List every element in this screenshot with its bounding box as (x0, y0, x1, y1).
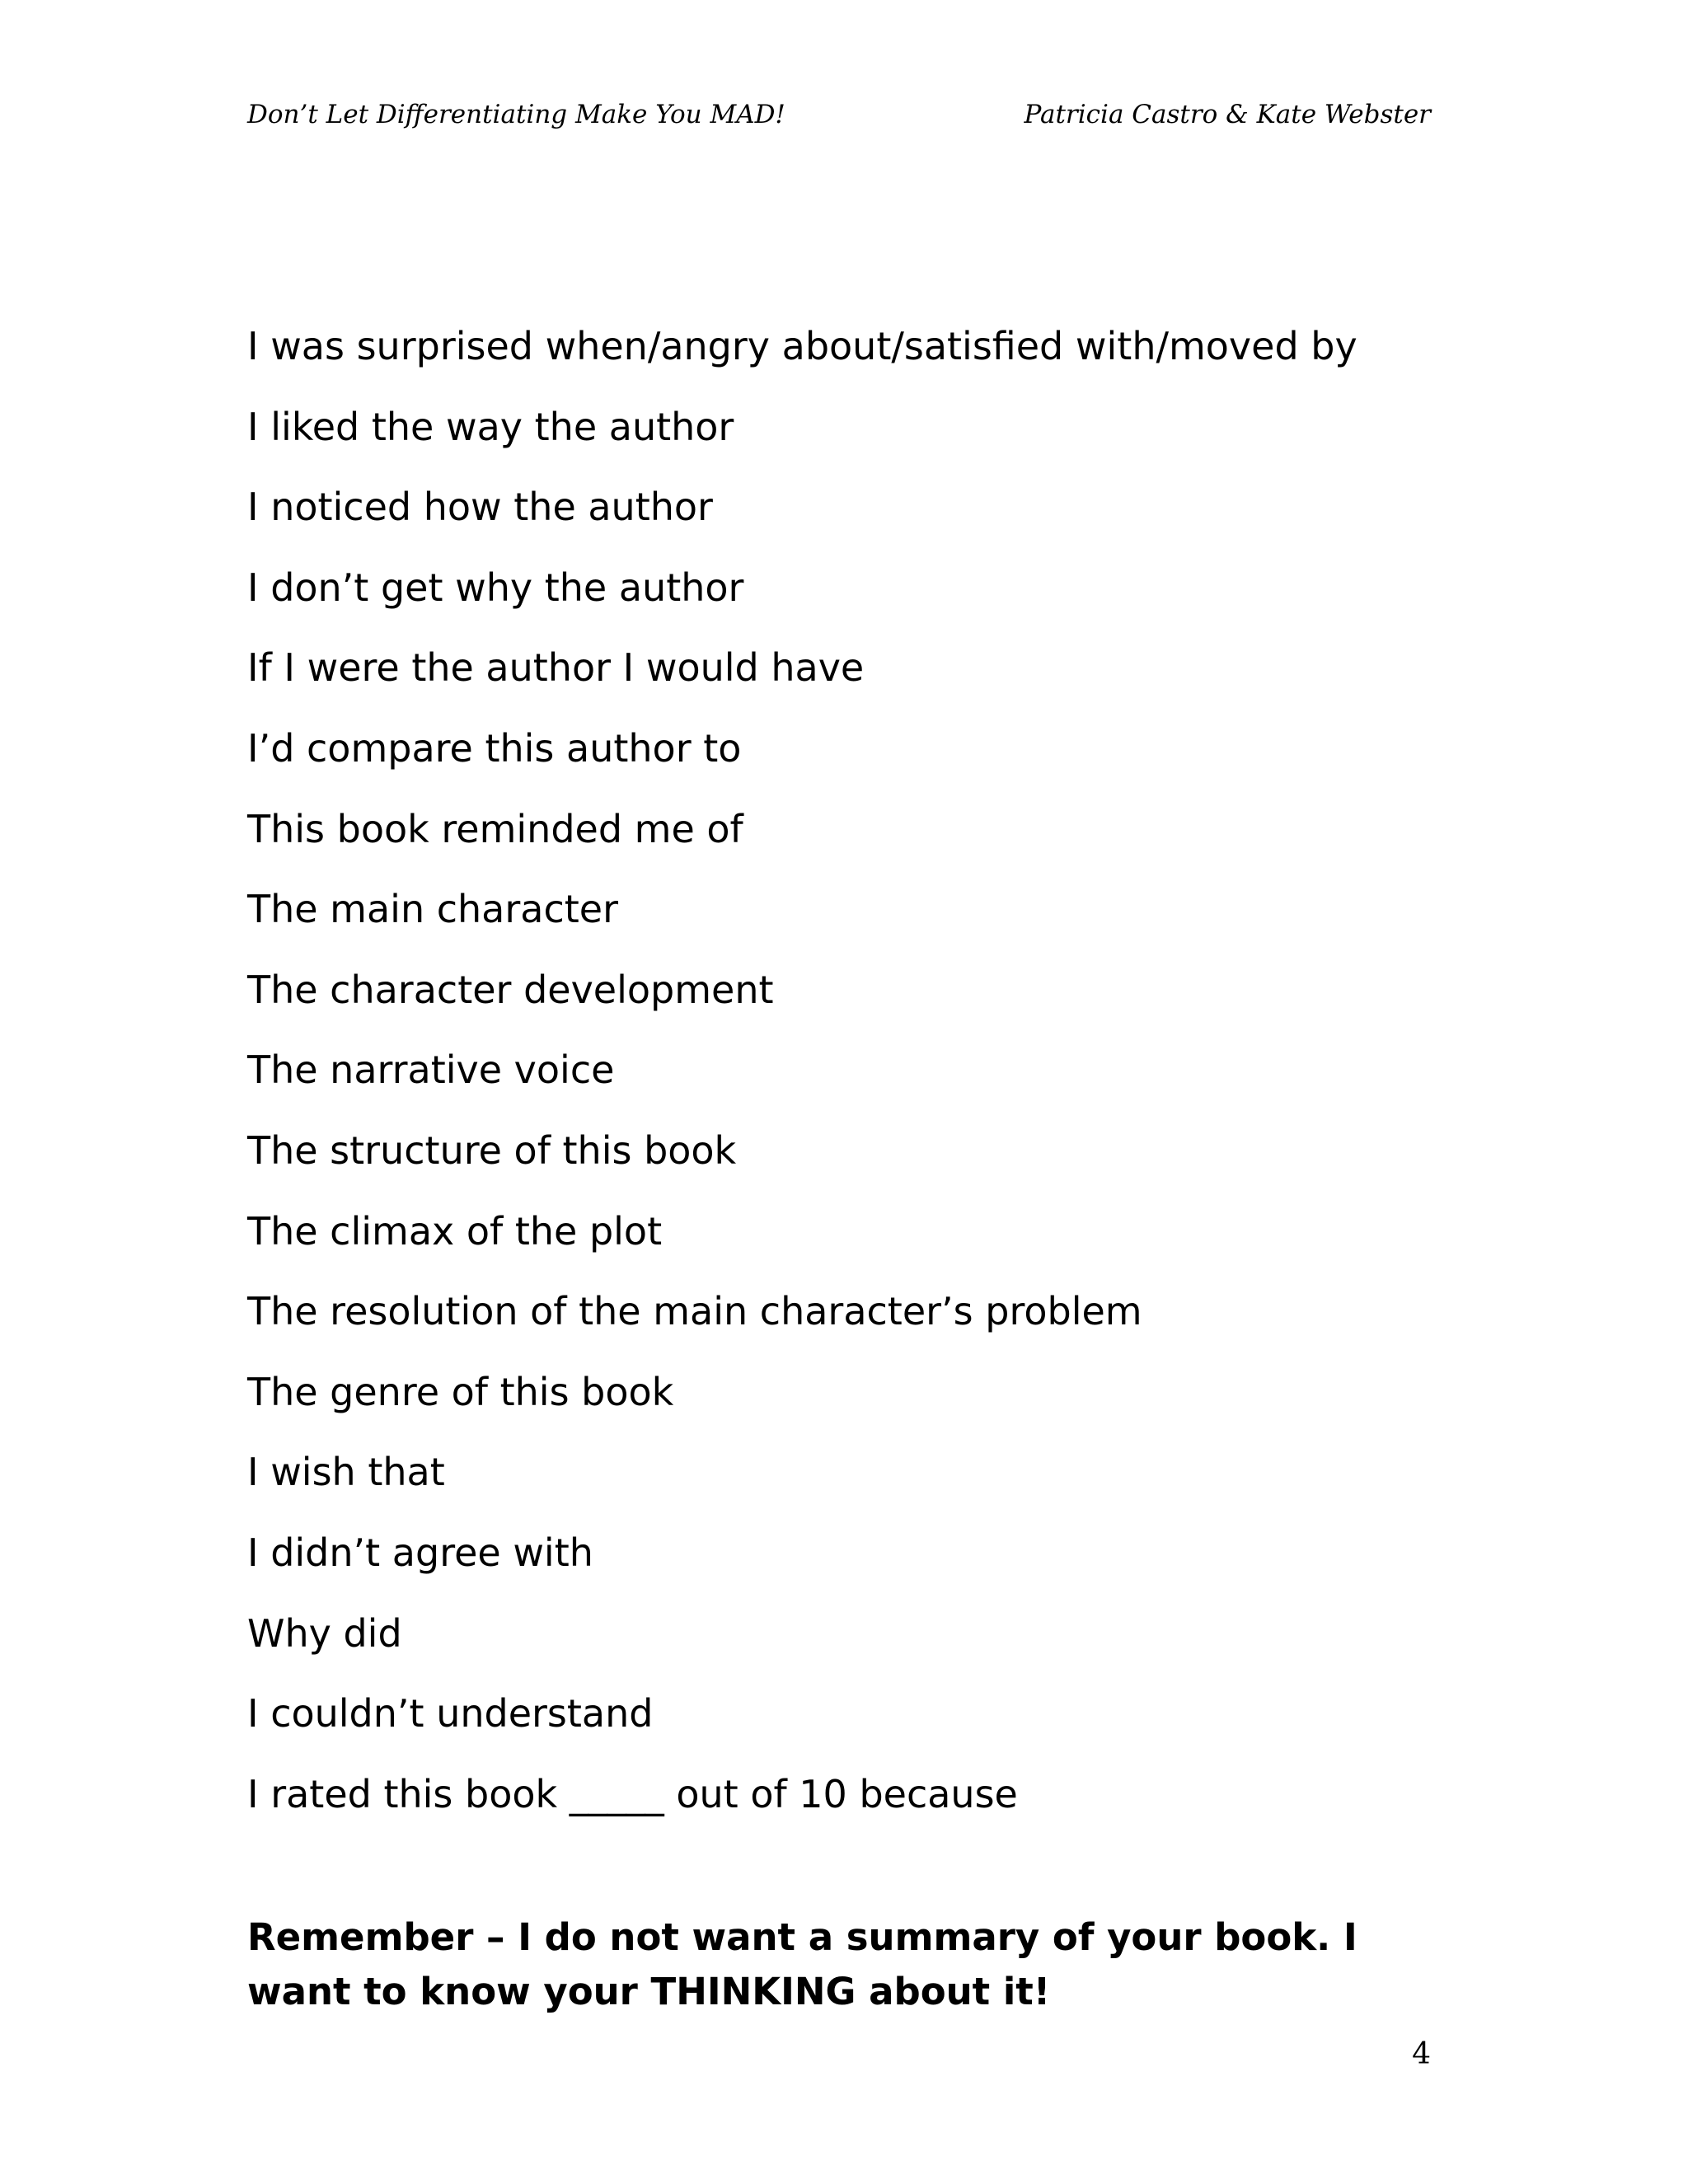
header-title: Don’t Let Differentiating Make You MAD! (247, 100, 785, 129)
list-item: If I were the author I would have (247, 645, 865, 691)
page-header (247, 94, 1431, 135)
list-item: The climax of the plot (247, 1208, 663, 1254)
list-item: The narrative voice (247, 1047, 615, 1093)
list-item: The resolution of the main character’s problem (247, 1289, 1142, 1334)
list-item: The character development (247, 967, 774, 1012)
header-authors: Patricia Castro & Kate Webster (1024, 100, 1431, 129)
sentence-starter-list (247, 307, 1357, 1835)
list-item: I rated this book _____ out of 10 because (247, 1771, 1018, 1816)
list-item: The structure of this book (247, 1127, 737, 1173)
list-item: The genre of this book (247, 1369, 674, 1414)
list-item: The main character (247, 887, 619, 932)
list-item: I liked the way the author (247, 404, 734, 449)
list-item: I couldn’t understand (247, 1691, 654, 1736)
list-item: I don’t get why the author (247, 565, 744, 610)
page-number: 4 (1412, 2037, 1431, 2071)
list-item: I’d compare this author to (247, 725, 742, 771)
list-item: Why did (247, 1610, 402, 1656)
list-item: I noticed how the author (247, 485, 713, 530)
list-item: This book reminded me of (247, 806, 743, 851)
list-item: I wish that (247, 1450, 445, 1495)
list-item: I was surprised when/angry about/satisfied with/moved by (247, 324, 1357, 368)
reminder-note: Remember – I do not want a summary of your book. I want to know your THINKING about it! (247, 1915, 1357, 2013)
list-item: I didn’t agree with (247, 1530, 593, 1575)
